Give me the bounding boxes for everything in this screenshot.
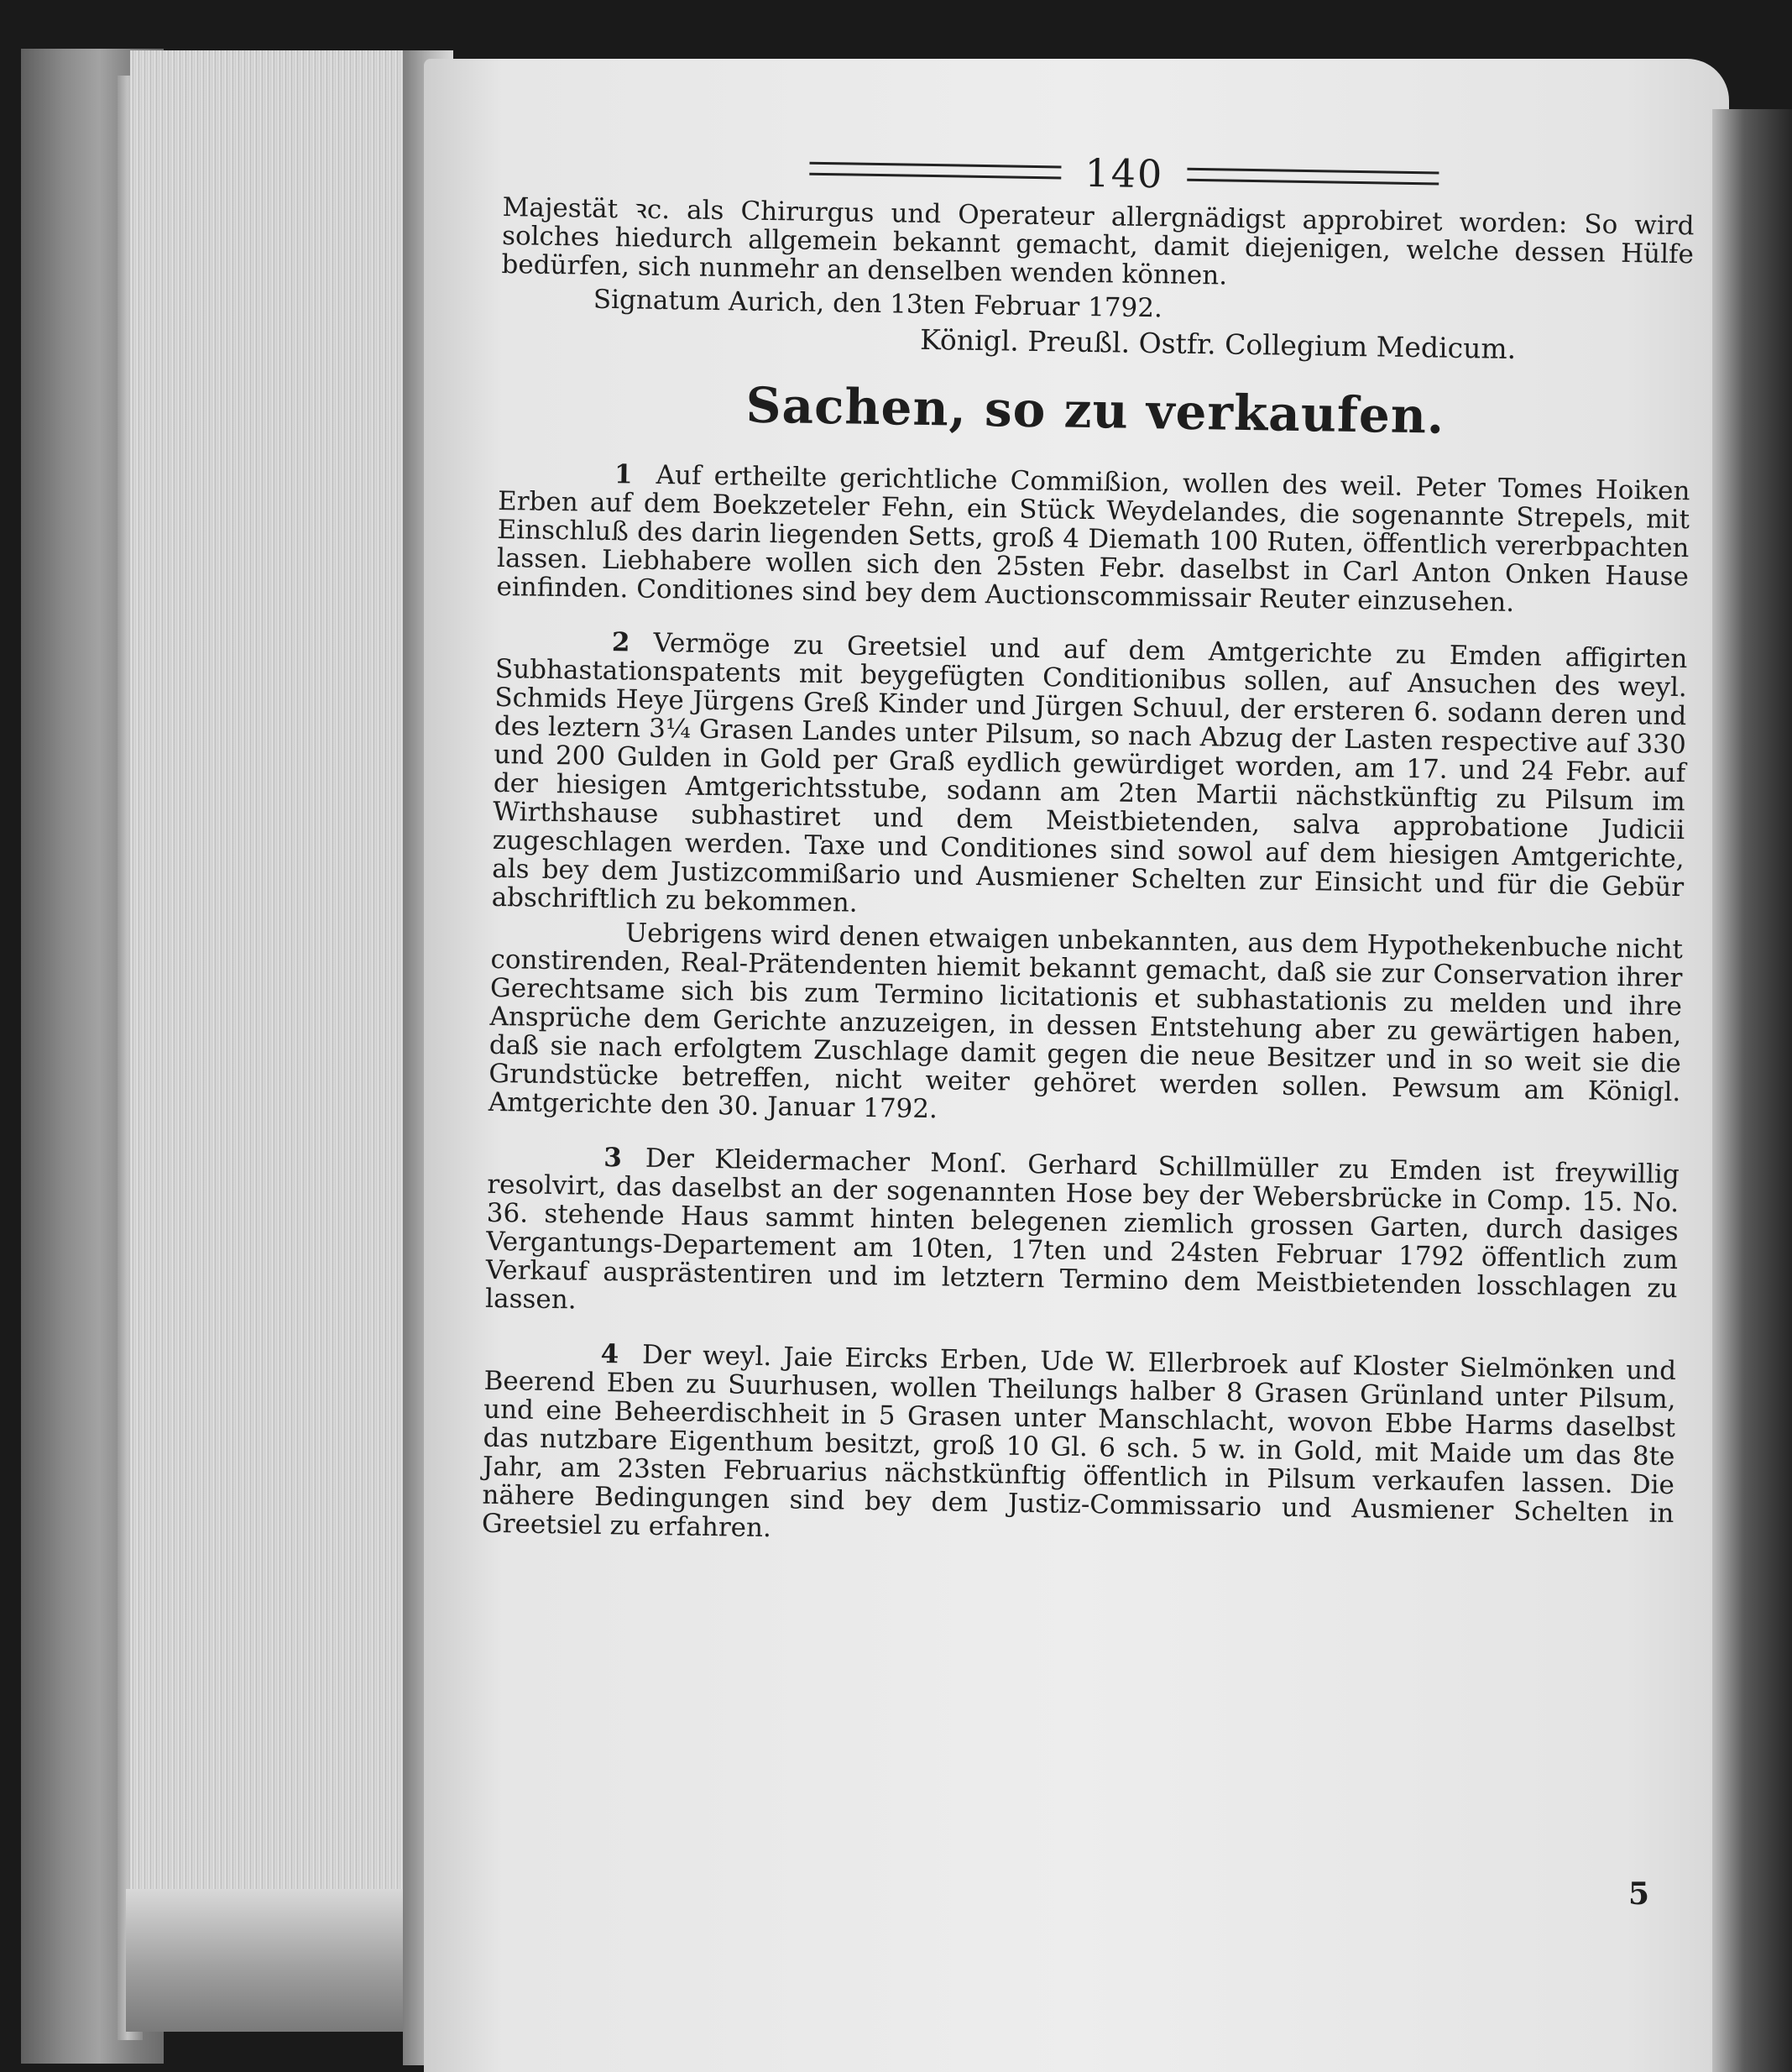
intro-paragraph: Majestät ꝛc. als Chirurgus und Operateur allergnädigst approbiret worden: So wird solches hiedurch allgemein bekannt gemacht, damit diejenigen, welche dessen Hülfe bedürfen, sich nunmehr an denselben wenden können. bbox=[501, 191, 1695, 291]
header-rule-left bbox=[809, 162, 1061, 180]
header-rule-right bbox=[1187, 168, 1439, 186]
page-stack bbox=[130, 50, 420, 1931]
item-text: Auf ertheilte gerichtliche Commißion, wollen des weil. Peter Tomes Hoiken Erben auf dem Boekzeteler Fehn, ein Stück Weydelandes, die sogenannte Strepels, mit Einschluß des darin liegenden Setts, groß 4 Diemath 100 Ruten, öffentlich vererbpachten lassen. Liebhabere wollen sich den 25sten Febr. daselbst in Carl Anton Onken Hause einfinden. Conditiones sind bey dem Auctionscommissair Reuter einzusehen. bbox=[496, 459, 1690, 618]
item-paragraph bbox=[482, 1338, 1677, 1557]
signature-place: Signatum Aurich, den 13ten Februar 1792. bbox=[593, 284, 1163, 324]
item-paragraph bbox=[491, 626, 1687, 930]
list-item bbox=[488, 626, 1688, 1135]
items-list bbox=[482, 458, 1690, 1557]
item-paragraph bbox=[485, 1142, 1680, 1332]
item-number: 3 bbox=[603, 1143, 623, 1174]
page-number: 140 bbox=[1084, 149, 1164, 197]
page-right-edge bbox=[1712, 109, 1792, 2072]
item-text: Vermöge zu Greetsiel und auf dem Amtgerichte zu Emden affigirten Subhastationspatents mit beygefügten Conditionibus sollen, auf Ansuchen des weyl. Schmids Heye Jürgens Greß Kinder und Jürgen Schuul, der ersteren 6. sodann deren und des leztern 3¼ Grasen Landes unter Pilsum, so nach Abzug der Lasten respective auf 330 und 200 Gulden in Gold per Graß eydlich gewürdiget worden, am 17. und 24 Febr. auf der hiesigen Amtgerichtsstube, sodann am 2ten Martii nächstkünftig zu Pilsum im Wirthshause subhastiret und dem Meistbietenden, salva approbatione Judicii zugeschlagen werden. Taxe und Conditiones sind sowol auf dem hiesigen Amtgerichte, als bey dem Justizcommißario und Ausmiener Schelten zur Einsicht und für die Gebür abschriftlich zu bekommen. bbox=[491, 627, 1688, 918]
signature-name: Königl. Preußl. Ostfr. Collegium Medicum. bbox=[919, 322, 1517, 365]
catchword: 5 bbox=[1628, 1876, 1650, 1912]
item-text: Der weyl. Jaie Eircks Erben, Ude W. Ellerbroek auf Kloster Sielmönken und Beerend Eben zu Suurhusen, wollen Theilungs halber 8 Grasen Grünland unter Pilsum, und eine Beheerdischheit in 5 Grasen unter Manschlacht, wovon Ebbe Harms daselbst das nutzbare Eigenthum besitzt, groß 10 Gl. 6 sch. 5 w. in Gold, mit Maide um das 8te Jahr, am 23sten Februarius nächstkünftig öffentlich in Pilsum verkaufen lassen. Die nähere Bedingungen sind bey dem Justiz-Commissario und Ausmiener Schelten in Greetsiel zu erfahren. bbox=[481, 1339, 1677, 1544]
page-text-area bbox=[481, 134, 1695, 1582]
list-item bbox=[485, 1142, 1680, 1332]
item-paragraph: Uebrigens wird denen etwaigen unbekannten, aus dem Hypothekenbuche nicht constirenden, Real-Prätendenten hiemit bekannt gemacht, daß sie zur Conservation ihrer Gerechtsame sich bis zum Termino licitationis et subhastationis zu melden und ihre Ansprüche dem Gerichte anzuzeigen, in dessen Entstehung aber zu gewärtigen haben, daß sie nach erfolgtem Zuschlage damit gegen die neue Besitzer und in so weit sie die Grundstücke betreffen, nicht weiter gehöret werden sollen. Pewsum am Königl. Amtgerichte den 30. Januar 1792. bbox=[488, 918, 1684, 1125]
item-number: 1 bbox=[614, 459, 633, 490]
item-number: 4 bbox=[600, 1338, 619, 1370]
intro-block bbox=[500, 193, 1695, 366]
list-item bbox=[496, 458, 1690, 620]
item-number: 2 bbox=[611, 627, 630, 658]
section-heading: Sachen, so zu verkaufen. bbox=[745, 376, 1445, 445]
item-paragraph bbox=[496, 458, 1690, 620]
item-text: Der Kleidermacher Monſ. Gerhard Schillmüller zu Emden ist freywillig resolvirt, das daselbst an der sogenannten Hose bey der Webersbrücke in Comp. 15. No. 36. stehende Haus sammt hinten belegenen ziemlich grossen Garten, durch dasiges Vergantungs-Departement am 10ten, 17ten und 24sten Februar 1792 öffentlich zum Verkauf ausprästentiren und im letztern Termino dem Meistbietenden losschlagen zu lassen. bbox=[484, 1143, 1680, 1316]
list-item bbox=[482, 1338, 1677, 1557]
